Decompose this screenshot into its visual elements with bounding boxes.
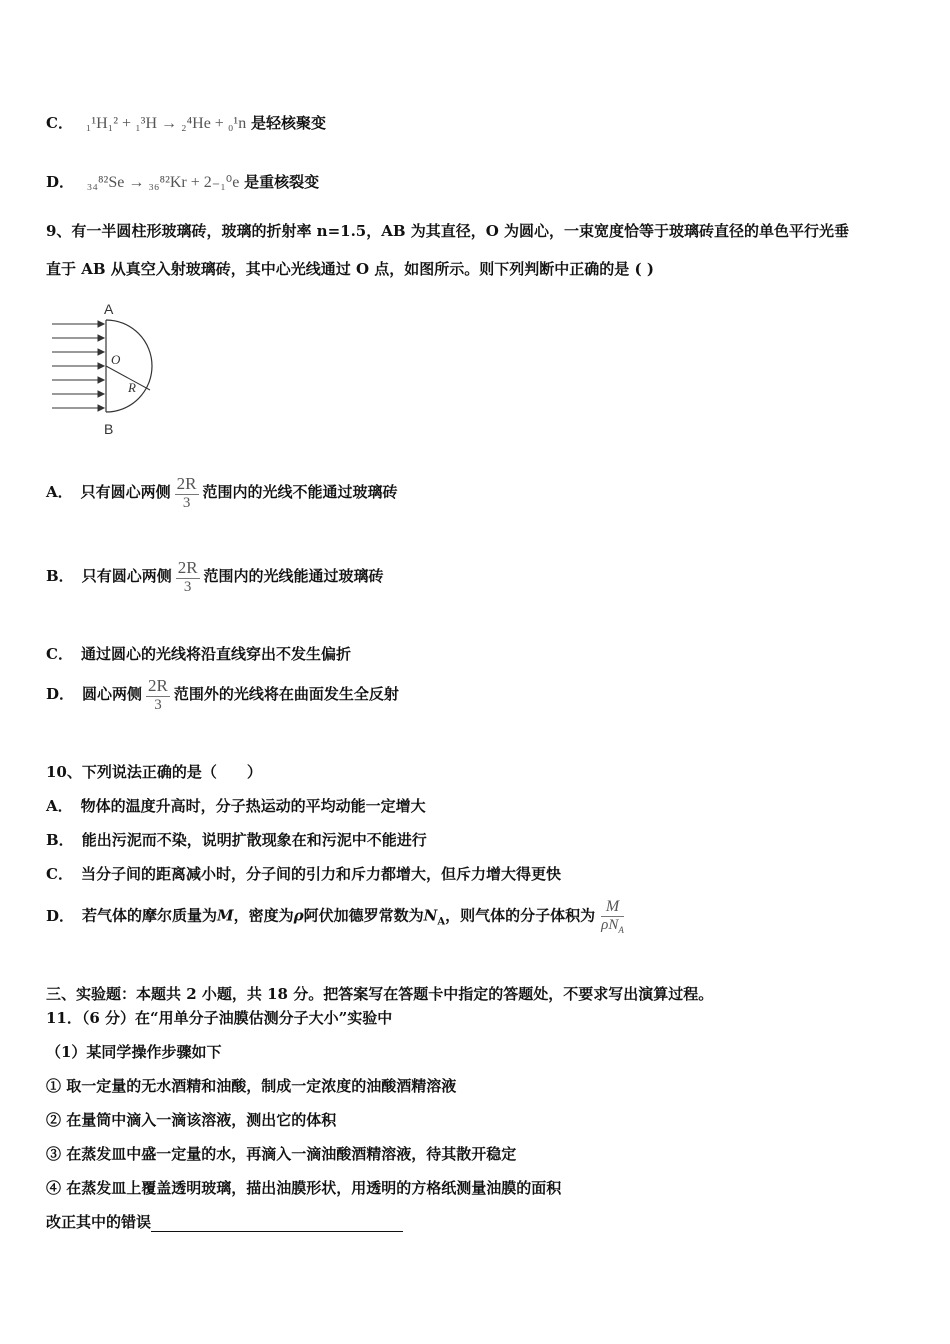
label-a: A bbox=[104, 301, 114, 317]
label-r: R bbox=[128, 380, 136, 395]
frac-num: M bbox=[601, 898, 624, 917]
answer-blank[interactable] bbox=[151, 1217, 403, 1232]
frac-den-main: ρN bbox=[601, 917, 619, 933]
fission-equation: ₃₄⁸²Se → ₃₆⁸²Kr + 2₋₁⁰e bbox=[86, 174, 240, 191]
option-label: D． bbox=[46, 685, 75, 703]
semicircle-glass-figure bbox=[46, 298, 176, 438]
option-text-post: 范围内的光线不能通过玻璃砖 bbox=[202, 483, 398, 501]
fraction-m-rho-na bbox=[601, 898, 624, 935]
fraction-2r-3 bbox=[175, 474, 199, 512]
frac-num: 2R bbox=[176, 474, 197, 493]
q9-option-b bbox=[46, 558, 384, 596]
option-text: 若气体的摩尔质量为 bbox=[82, 906, 218, 925]
q11-step1: ① 取一定量的无水酒精和油酸，制成一定浓度的油酸酒精溶液 bbox=[46, 1077, 457, 1095]
frac-den: 3 bbox=[182, 495, 191, 511]
fraction-2r-3 bbox=[146, 676, 170, 714]
option-text-pre: 只有圆心两侧 bbox=[80, 483, 171, 501]
option-label: C． bbox=[46, 645, 73, 663]
option-label: D． bbox=[46, 906, 75, 925]
q10-stem: 10、下列说法正确的是（ ） bbox=[46, 763, 262, 781]
option-label: B． bbox=[46, 567, 74, 585]
label-o: O bbox=[111, 352, 121, 367]
q9-stem-line1: 9、有一半圆柱形玻璃砖，玻璃的折射率 n=1.5，AB 为其直径，O 为圆心，一束宽度恰等于玻璃砖直径的单色平行光垂 bbox=[46, 222, 850, 240]
option-text-pre: 只有圆心两侧 bbox=[81, 567, 172, 585]
frac-num: 2R bbox=[177, 558, 198, 577]
q8-option-c bbox=[46, 112, 326, 133]
q9-stem-line2: 直于 AB 从真空入射玻璃砖，其中心光线通过 O 点，如图所示。则下列判断中正确的是 ( ) bbox=[46, 260, 654, 278]
q9-option-a bbox=[46, 474, 398, 512]
option-label: B． bbox=[46, 831, 74, 849]
option-label: C． bbox=[46, 865, 73, 883]
frac-num: 2R bbox=[148, 676, 168, 695]
option-text: 当分子间的距离减小时，分子间的引力和斥力都增大，但斥力增大得更快 bbox=[80, 865, 561, 883]
option-text: ，则气体的分子体积为 bbox=[445, 906, 596, 925]
symbol-na: N bbox=[423, 906, 438, 925]
option-text-post: 范围内的光线能通过玻璃砖 bbox=[203, 567, 384, 585]
option-text-post: 范围外的光线将在曲面发生全反射 bbox=[173, 685, 399, 703]
frac-den-sub: A bbox=[618, 925, 624, 935]
symbol-na-sub: A bbox=[437, 916, 446, 928]
option-text: 通过圆心的光线将沿直线穿出不发生偏折 bbox=[80, 645, 351, 663]
q9-option-c bbox=[46, 643, 351, 664]
q10-option-a bbox=[46, 795, 426, 816]
q11-correction bbox=[46, 1211, 403, 1232]
fraction-2r-3 bbox=[176, 558, 200, 596]
option-label: A． bbox=[46, 797, 73, 815]
q10-option-c bbox=[46, 863, 561, 884]
q10-option-d bbox=[46, 898, 624, 935]
option-text: 物体的温度升高时，分子热运动的平均动能一定增大 bbox=[80, 797, 426, 815]
symbol-rho: ρ bbox=[293, 906, 304, 925]
section3-heading: 三、实验题：本题共 2 小题，共 18 分。把答案写在答题卡中指定的答题处，不要求写出演算过程。 bbox=[46, 985, 714, 1003]
frac-den bbox=[601, 917, 624, 935]
label-b: B bbox=[104, 421, 114, 437]
q11-stem: 11．（6 分）在“用单分子油膜估测分子大小”实验中 bbox=[46, 1009, 393, 1027]
correction-label: 改正其中的错误 bbox=[46, 1213, 152, 1231]
symbol-m: M bbox=[217, 906, 234, 925]
option-label: D． bbox=[46, 173, 75, 191]
option-label: A． bbox=[46, 483, 73, 501]
option-label: C． bbox=[46, 114, 73, 132]
q8-option-d bbox=[46, 171, 319, 192]
q9-option-d bbox=[46, 676, 399, 714]
frac-den: 3 bbox=[154, 697, 162, 713]
q11-step2: ② 在量筒中滴入一滴该溶液，测出它的体积 bbox=[46, 1111, 337, 1129]
option-text: 是轻核聚变 bbox=[250, 114, 326, 132]
option-text: 阿伏加德罗常数为 bbox=[303, 906, 424, 925]
q10-option-b bbox=[46, 829, 427, 850]
option-text: 能出污泥而不染，说明扩散现象在和污泥中不能进行 bbox=[81, 831, 427, 849]
q11-step4: ④ 在蒸发皿上覆盖透明玻璃，描出油膜形状，用透明的方格纸测量油膜的面积 bbox=[46, 1179, 562, 1197]
option-text-pre: 圆心两侧 bbox=[82, 685, 143, 703]
frac-den: 3 bbox=[183, 579, 192, 595]
fusion-equation: ₁¹H₁² + ₁³H → ₂⁴He + ₀¹n bbox=[85, 115, 247, 132]
option-text: 是重核裂变 bbox=[244, 173, 320, 191]
option-text: ，密度为 bbox=[233, 906, 294, 925]
q11-step3: ③ 在蒸发皿中盛一定量的水，再滴入一滴油酸酒精溶液，待其散开稳定 bbox=[46, 1145, 517, 1163]
q11-part1: （1）某同学操作步骤如下 bbox=[46, 1043, 222, 1061]
